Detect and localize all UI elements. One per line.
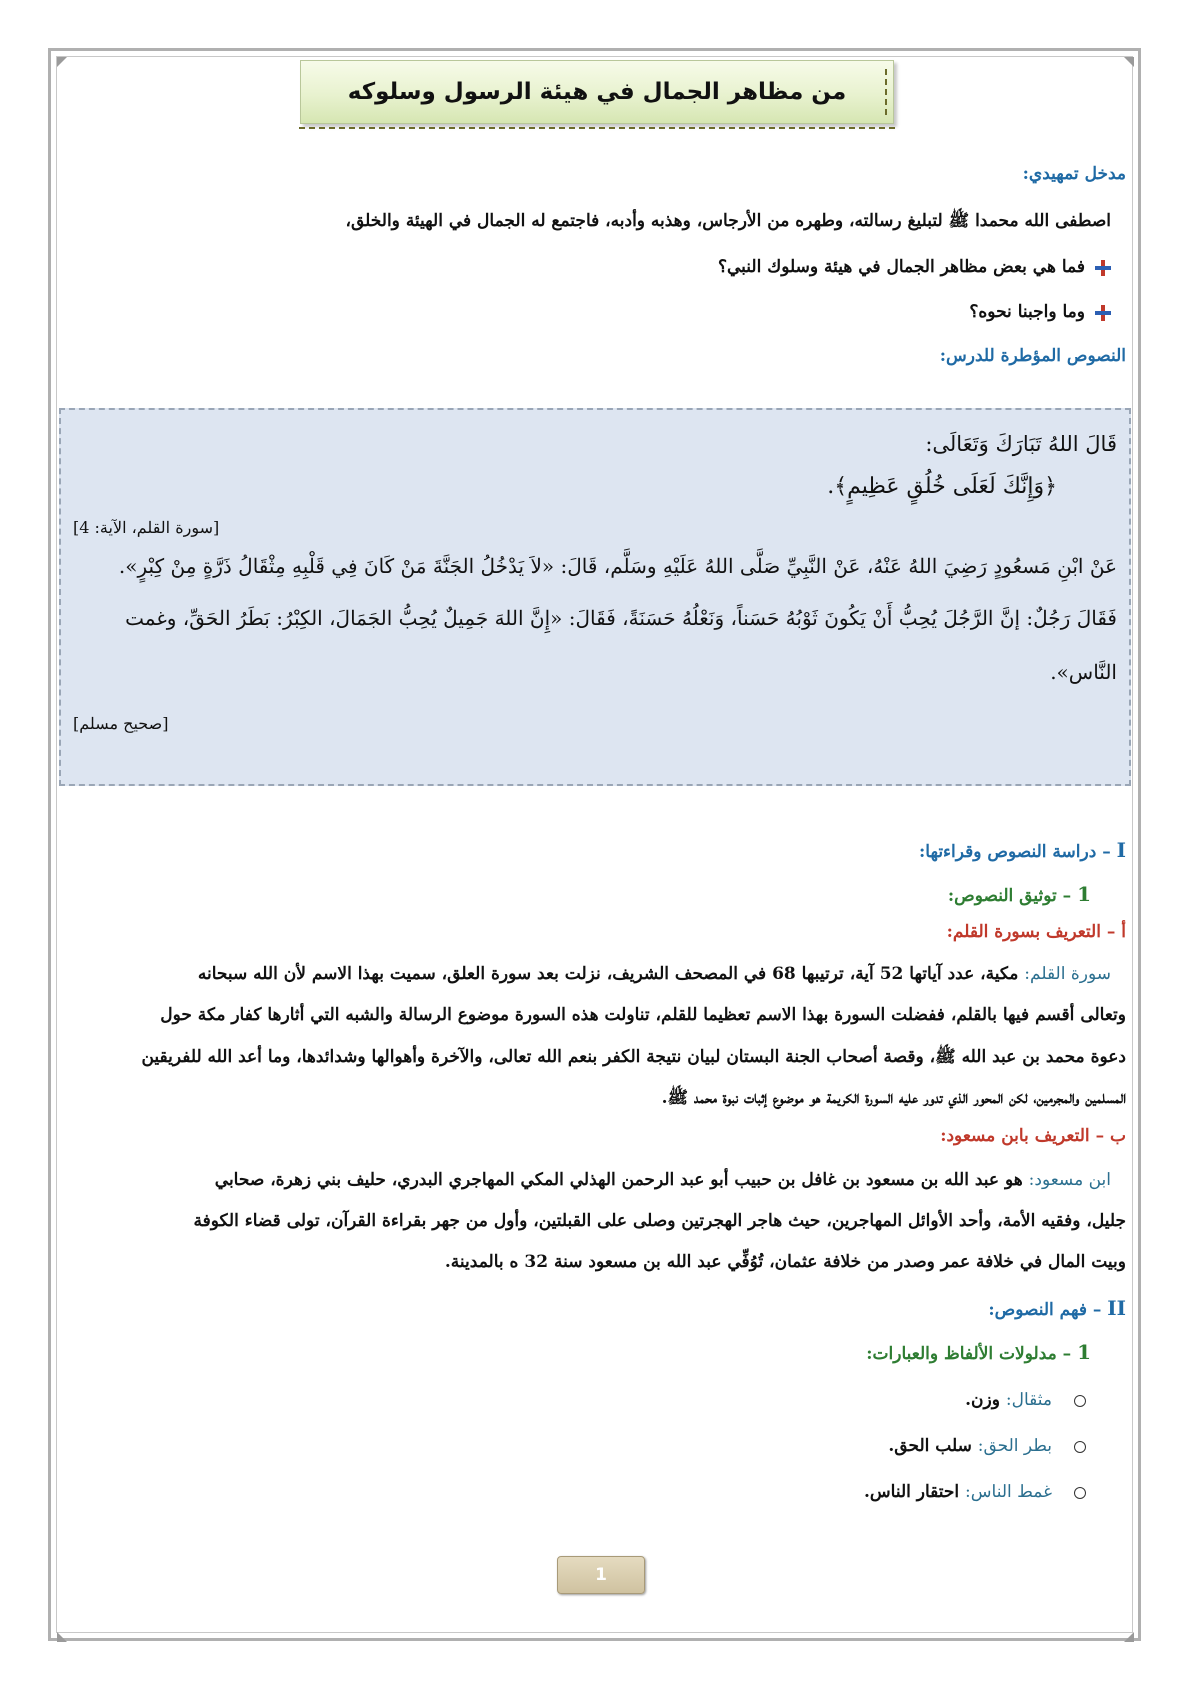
corner-ornament (57, 57, 67, 67)
paragraph-line: وتعالى أقسم فيها بالقلم، ففضلت السورة بهذا الاسم تعظيما للقلم، تناولت هذه السورة موضوع الرسالة والشبه التي أثارها كفار مكة حول (160, 1005, 1126, 1025)
paragraph-line: دعوة محمد بن عبد الله ﷺ، وقصة أصحاب الجنة البستان لبيان نتيجة الكفر بنعم الله تعالى، والآخرة وأهوالها وشدائدها، وما أعد الله للفريقين (141, 1047, 1126, 1067)
lesson-title: من مظاهر الجمال في هيئة الرسول وسلوكه (347, 79, 847, 105)
intro-question: وما واجبنا نحوه؟ (969, 302, 1111, 322)
texts-heading: النصوص المؤطرة للدرس: (939, 346, 1126, 366)
circle-bullet-icon (1074, 1487, 1086, 1499)
subsection-a-heading: أ – التعريف بسورة القلم: (946, 922, 1126, 942)
circle-bullet-icon (1074, 1395, 1086, 1407)
paragraph-line: جليل، وفقيه الأمة، وأحد الأوائل المهاجرين، حيث هاجر الهجرتين وصلى على القبلتين، وأول من جهر بقراءة القرآن، تولى قضاء الكوفة (193, 1211, 1126, 1231)
vocab-item: مثقال: وزن. (965, 1390, 1086, 1410)
hadith-text: عَنْ ابْنِ مَسعُودٍ رَضِيَ اللهُ عَنْهُ، عَنْ النَّبِيِّ صَلَّى اللهُ عَلَيْهِ وسَلَّم، قَالَ: «لاَ يَدْخُلُ الجَنَّةَ مَنْ كَانَ فِي قَلْبِهِ مِثْقَالُ ذَرَّةٍ مِنْ كِبْرٍ». (118, 554, 1117, 578)
title-decor-line (885, 69, 887, 115)
subsection-heading: 1 – مدلولات الألفاظ والعبارات: (866, 1340, 1091, 1364)
corner-ornament (57, 1632, 67, 1642)
corner-ornament (1124, 1632, 1134, 1642)
vocab-item: غمط الناس: احتقار الناس. (864, 1482, 1086, 1502)
quran-reference: [سورة القلم، الآية: 4] (73, 518, 220, 537)
paragraph-line: سورة القلم: مكية، عدد آياتها 52 آية، ترتيبها 68 في المصحف الشريف، نزلت بعد سورة العلق، سميت بهذا الاسم لأن الله سبحانه (197, 964, 1111, 984)
lesson-title-box (300, 60, 894, 124)
subsection-heading: 1 – توثيق النصوص: (947, 882, 1091, 906)
bullet-icon (1095, 305, 1111, 321)
intro-text: اصطفى الله محمدا ﷺ لتبليغ رسالته، وطهره من الأرجاس، وهذبه وأدبه، فاجتمع له الجمال في الهيئة والخلق، (345, 211, 1111, 231)
corner-ornament (1124, 57, 1134, 67)
circle-bullet-icon (1074, 1441, 1086, 1453)
section-heading: II – فهم النصوص: (988, 1296, 1126, 1320)
intro-question: فما هي بعض مظاهر الجمال في هيئة وسلوك النبي؟ (718, 257, 1111, 277)
hadith-text: النَّاس». (1050, 660, 1117, 684)
subsection-b-heading: ب – التعريف بابن مسعود: (940, 1126, 1126, 1146)
quran-verse: ﴿وَإِنَّكَ لَعَلَى خُلُقٍ عَظِيمٍ﴾. (827, 474, 1057, 499)
page-number: 1 (557, 1556, 645, 1594)
paragraph-line: ابن مسعود: هو عبد الله بن مسعود بن غافل بن حبيب أبو عبد الرحمن الهذلي المكي المهاجري البدري، حليف بني زهرة، صحابي (214, 1170, 1111, 1190)
section-heading: I – دراسة النصوص وقراءتها: (919, 838, 1126, 862)
quran-intro: قَالَ اللهُ تَبَارَكَ وَتَعَالَى: (925, 432, 1117, 456)
paragraph-line: المسلمين والمجرمين، لكن المحور الذي تدور عليه السورة الكريمة هو موضوع إثبات نبوة محمد ﷺ. (661, 1088, 1126, 1108)
source-texts-box (59, 408, 1131, 786)
hadith-text: فَقَالَ رَجُلٌ: إنَّ الرَّجُلَ يُحِبُّ أَنْ يَكُونَ ثَوْبُهُ حَسَناً، وَنَعْلُهُ حَسَنَةً، فَقَالَ: «إِنَّ اللهَ جَمِيلٌ يُحِبُّ الجَمَالَ، الكِبْرُ: بَطَرُ الحَقِّ، وغمت (125, 606, 1117, 630)
vocab-item: بطر الحق: سلب الحق. (888, 1436, 1086, 1456)
hadith-reference: [صحيح مسلم] (73, 714, 169, 733)
paragraph-line: وبيت المال في خلافة عمر وصدر من خلافة عثمان، تُوُفِّي عبد الله بن مسعود سنة 32 ه بالمدينة. (444, 1252, 1126, 1272)
term-label: ابن مسعود: (1028, 1170, 1111, 1190)
term-label: سورة القلم: (1024, 964, 1111, 984)
intro-heading: مدخل تمهيدي: (1022, 164, 1126, 184)
bullet-icon (1095, 260, 1111, 276)
